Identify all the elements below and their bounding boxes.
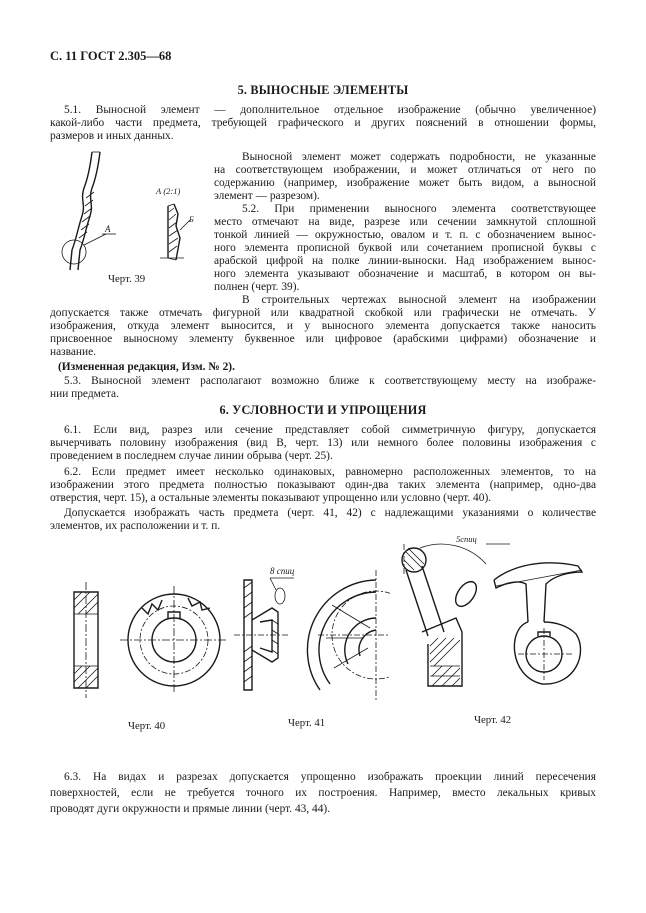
fig39-label-a-scale: А (2:1) bbox=[156, 186, 181, 196]
fig39-label-a: А bbox=[105, 224, 111, 234]
p52-line3: тонкой линией — окружностью, овалом и т. п. с обозначением вынос- bbox=[214, 229, 596, 241]
p51-line3: размеров и иных данных. bbox=[50, 130, 174, 142]
p52-line4: ного элемента прописной буквой или сочетанием прописной буквы с bbox=[214, 242, 596, 254]
p62b-line1: Допускается изображать часть предмета (черт. 41, 42) с надлежащими указаниями о количестве bbox=[64, 507, 596, 519]
fig39-caption: Черт. 39 bbox=[108, 273, 146, 285]
p52-line5: арабской цифрой на полке линии-выноски. Над изображением вынос- bbox=[214, 255, 596, 267]
page-header: С. 11 ГОСТ 2.305—68 bbox=[50, 49, 172, 63]
p51b-line2: на соответствующем изображении, и может отличаться от него по bbox=[214, 164, 596, 176]
figure-39 bbox=[56, 148, 206, 273]
p51b-line3: содержанию (например, изображение может быть видом, а выносной bbox=[214, 177, 596, 189]
p52-line2: место отмечают на виде, разрезе или сечении замкнутой сплошной bbox=[214, 216, 596, 228]
p52b-line1: В строительных чертежах выносной элемент на изображении bbox=[242, 294, 596, 306]
p62-line1: 6.2. Если предмет имеет несколько одинаковых, равномерно расположенных элементов, то на bbox=[64, 466, 596, 478]
p53-line2: нии предмета. bbox=[50, 388, 119, 400]
p51-line2: какой-либо части предмета, требующей графического и других пояснений в отношении формы, bbox=[50, 117, 596, 129]
p63-line2: поверхностей, если не требуется точного их построения. Например, вместо лекальных кривых bbox=[50, 787, 596, 799]
fig41-spokes-label: 8 спиц bbox=[270, 566, 295, 576]
p51b-line4: элемент — разрезом). bbox=[214, 190, 320, 202]
p61-line1: 6.1. Если вид, разрез или сечение представляет собой симметричную фигуру, допускается bbox=[64, 424, 596, 436]
section-5-title: 5. ВЫНОСНЫЕ ЭЛЕМЕНТЫ bbox=[237, 83, 409, 97]
p52-line1: 5.2. При применении выносного элемента соответствующее bbox=[242, 203, 596, 215]
p51b-line1: Выносной элемент может содержать подробности, не указанные bbox=[242, 151, 596, 163]
p61-line3: проведением в последнем случае линии обрыва (черт. 25). bbox=[50, 450, 333, 462]
p52-line6: ного элемента указывают обозначение и масштаб, в котором он вы- bbox=[214, 268, 596, 280]
p51-line1: 5.1. Выносной элемент — дополнительное отдельное изображение (обычно увеличенное) bbox=[64, 104, 596, 116]
edit-note: (Измененная редакция, Изм. № 2). bbox=[58, 361, 235, 373]
fig41-caption: Черт. 41 bbox=[288, 717, 326, 729]
figure-42 bbox=[392, 536, 602, 708]
fig42-caption: Черт. 42 bbox=[474, 714, 512, 726]
figure-41 bbox=[230, 560, 390, 710]
fig39-label-b: Б bbox=[189, 215, 194, 224]
section-6-title: 6. УСЛОВНОСТИ И УПРОЩЕНИЯ bbox=[219, 403, 427, 417]
p52b-line5: название. bbox=[50, 346, 97, 358]
p63-line3: проводят дуги окружности и прямые линии (черт. 43, 44). bbox=[50, 803, 331, 815]
fig40-caption: Черт. 40 bbox=[128, 720, 166, 732]
p62-line3: отверстия, черт. 15), а остальные элементы показывают упрощенно или условно (черт. 40). bbox=[50, 492, 492, 504]
fig42-spokes-label: 5спиц bbox=[456, 536, 477, 544]
p61-line2: вычерчивать половину изображения (вид В, черт. 13) или немного более половины изображения с bbox=[50, 437, 596, 449]
p62-line2: изображении этого предмета полностью показывают один-два таких элемента (например, одно-два bbox=[50, 479, 596, 491]
p52b-line4: присвоенное выносному элементу буквенное или цифровое (арабскими цифрами) обозначение и bbox=[50, 333, 596, 345]
p53-line1: 5.3. Выносной элемент располагают возможно ближе к соответствующему месту на изображе- bbox=[64, 375, 596, 387]
p52b-line3: изображения, откуда элемент выносится, и у выносного элемента допускается также наносить bbox=[50, 320, 596, 332]
p52-line7: полнен (черт. 39). bbox=[214, 281, 300, 293]
p63-line1: 6.3. На видах и разрезах допускается упрощенно изображать проекции линий пересечения bbox=[64, 771, 596, 783]
p52b-line2: допускается также отмечать фигурной или квадратной скобкой или графически не отмечать. У bbox=[50, 307, 596, 319]
figure-40 bbox=[68, 578, 238, 703]
p62b-line2: элементов, их расположении и т. п. bbox=[50, 520, 221, 532]
